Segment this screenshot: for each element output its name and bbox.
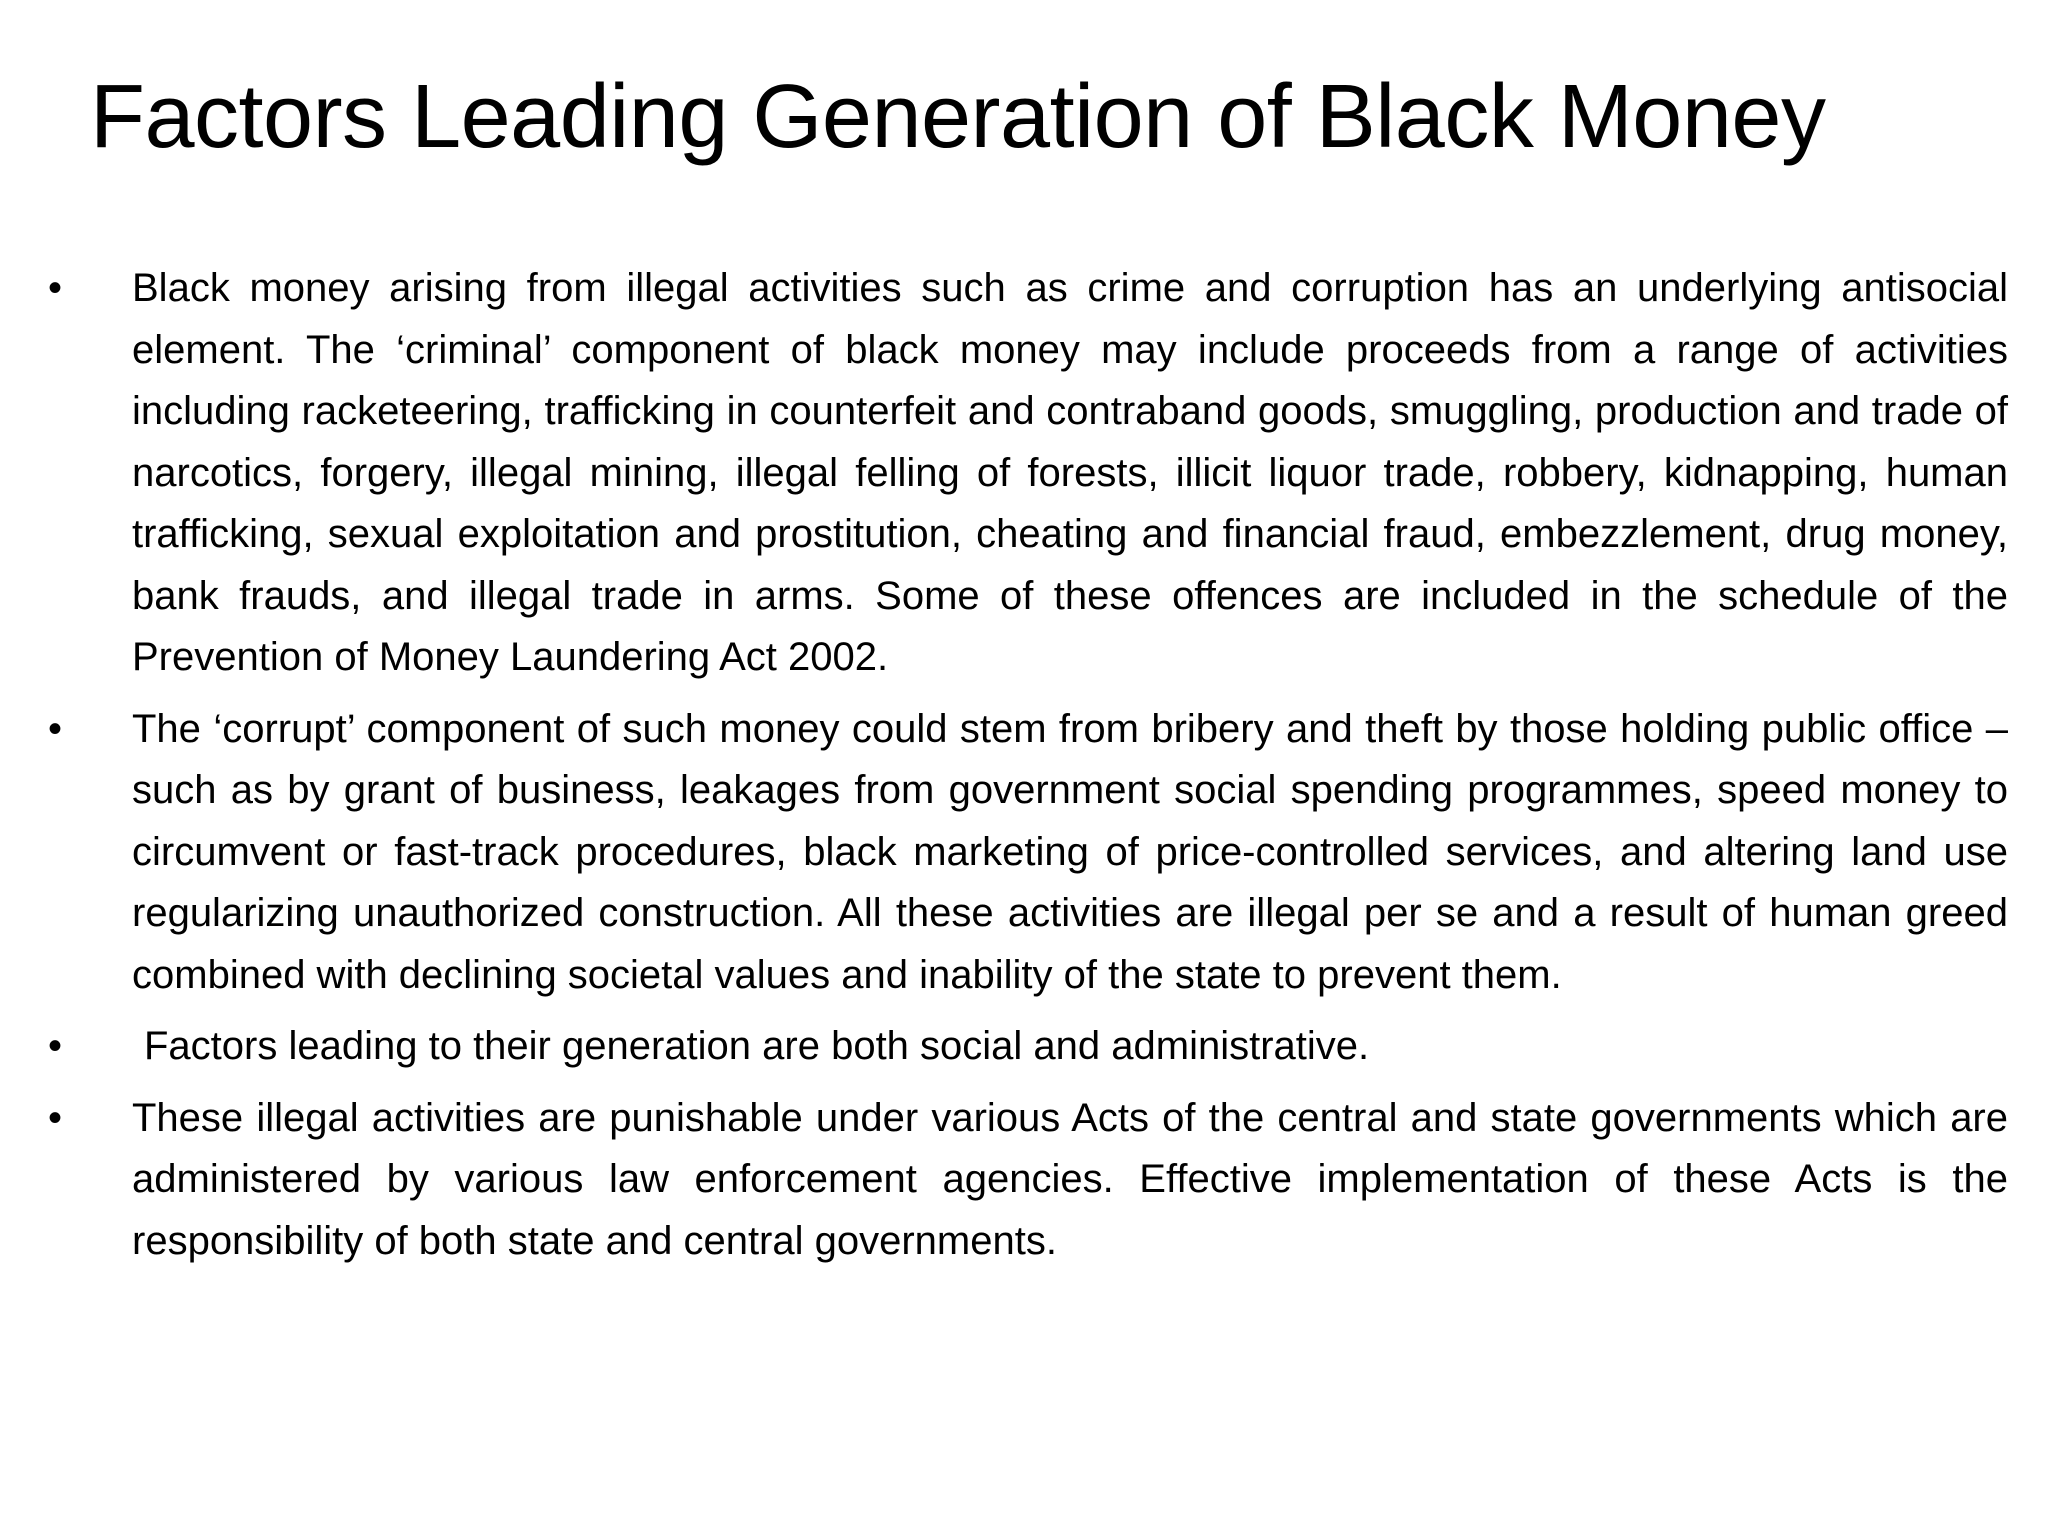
slide-title: Factors Leading Generation of Black Money <box>90 67 1826 167</box>
bullet-list <box>48 258 2008 1282</box>
bullet-item-punishable-acts <box>48 1088 2008 1273</box>
bullet-dot-icon: • <box>48 1024 63 1068</box>
bullet-text: Black money arising from illegal activities such as crime and corruption has an underlying antisocial element. The ‘criminal’ component of black money may include proceeds from a range of activities including racketeering, trafficking in counterfeit and contraband goods, smuggling, production and trade of narcotics, forgery, illegal mining, illegal felling of forests, illicit liquor trade, robbery, kidnapping, human trafficking, sexual exploitation and prostitution, cheating and financial fraud, embezzlement, drug money, bank frauds, and illegal trade in arms. Some of these offences are included in the schedule of the Prevention of Money Laundering Act 2002. <box>132 266 2008 679</box>
bullet-dot-icon: • <box>48 266 63 310</box>
bullet-dot-icon: • <box>48 1095 63 1140</box>
bullet-item-criminal-component <box>48 258 2008 689</box>
bullet-dot-icon: • <box>48 706 63 751</box>
bullet-text: These illegal activities are punishable under various Acts of the central and state governments which are administered by various law enforcement agencies. Effective implementation of these Acts is the responsibility of both state and central governments. <box>132 1095 2008 1263</box>
bullet-text: The ‘corrupt’ component of such money could stem from bribery and theft by those holding public office – such as by grant of business, leakages from government social spending programmes, speed money to circumvent or fast-track procedures, black marketing of price-controlled services, and altering land use regularizing unauthorized construction. All these activities are illegal per se and a result of human greed combined with declining societal values and inability of the state to prevent them. <box>132 706 2008 997</box>
bullet-item-factors <box>48 1016 2008 1078</box>
bullet-text: Factors leading to their generation are both social and administrative. <box>144 1024 1370 1068</box>
bullet-item-corrupt-component <box>48 699 2008 1007</box>
